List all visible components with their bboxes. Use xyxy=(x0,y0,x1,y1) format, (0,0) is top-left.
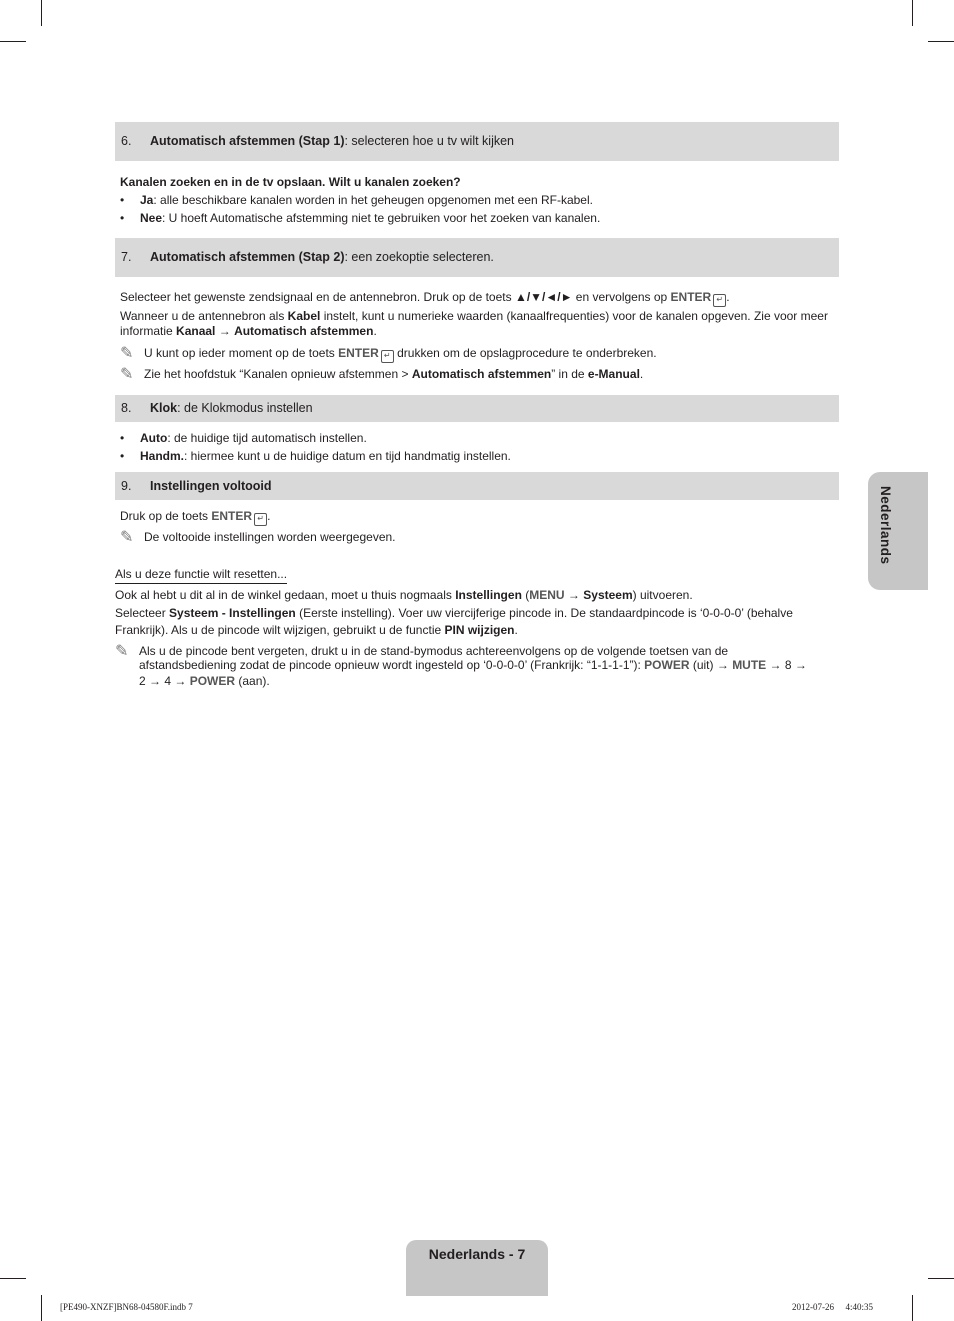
note: ✎ U kunt op ieder moment op de toets ENTER ↵ drukken om de opslagprocedure te onderbreken. xyxy=(120,345,657,362)
pencil-note-icon: ✎ xyxy=(120,345,134,362)
paragraph: Selecteer Systeem - Instellingen (Eerste instelling). Voer uw viercijferige pincode in. De standaardpincode is ‘0-0-0-0’ (behalve xyxy=(115,606,793,620)
pencil-note-icon: ✎ xyxy=(115,643,129,660)
note: ✎ Zie het hoofdstuk “Kanalen opnieuw afstemmen > Automatisch afstemmen” in de e-Manual. xyxy=(120,366,644,383)
list-item: • Auto: de huidige tijd automatisch instellen. xyxy=(120,431,367,445)
enter-key-icon: ↵ xyxy=(254,513,267,526)
note-continuation: afstandsbediening zodat de pincode opnieuw wordt ingesteld op ‘0-0-0-0’ (Frankrijk: “1-1-1-1”): POWER (uit) → MUTE → 8 → xyxy=(139,658,807,672)
note: ✎ Als u de pincode bent vergeten, drukt u in de stand-bymodus achtereenvolgens op de volgende toetsen van de xyxy=(115,643,729,660)
language-side-tab xyxy=(868,472,928,590)
paragraph: Selecteer het gewenste zendsignaal en de antennebron. Druk op de toets ▲/▼/◄/► en vervolgens op ENTER ↵ . xyxy=(120,290,730,307)
section-title: Automatisch afstemmen (Stap 2) xyxy=(150,250,345,264)
section-title: Klok xyxy=(150,401,178,415)
question-text: Kanalen zoeken en in de tv opslaan. Wilt u kanalen zoeken? xyxy=(120,175,461,189)
enter-key-icon: ↵ xyxy=(381,350,394,363)
paragraph: Frankrijk). Als u de pincode wilt wijzigen, gebruikt u de functie PIN wijzigen. xyxy=(115,623,518,637)
pencil-note-icon: ✎ xyxy=(120,529,134,546)
page-label: Nederlands - 7 xyxy=(428,1246,526,1262)
crop-mark xyxy=(41,0,42,26)
list-item: • Nee: U hoeft Automatische afstemming niet te gebruiken voor het zoeken van kanalen. xyxy=(120,211,601,225)
page-number-tab xyxy=(406,1240,548,1296)
crop-mark xyxy=(912,1295,913,1321)
paragraph: Ook al hebt u dit al in de winkel gedaan, moet u thuis nogmaals Instellingen (MENU → Systeem) uitvoeren. xyxy=(115,588,693,602)
section-number: 6. xyxy=(121,134,132,148)
section-subtitle: : de Klokmodus instellen xyxy=(177,401,313,415)
note-continuation: 2 → 4 → POWER (aan). xyxy=(139,674,270,688)
section-subtitle: : selecteren hoe u tv wilt kijken xyxy=(344,134,515,148)
paragraph: Wanneer u de antennebron als Kabel instelt, kunt u numerieke waarden (kanaalfrequenties) voor de kanalen opgeven. Zie voor meer xyxy=(120,309,828,323)
list-item: • Handm.: hiermee kunt u de huidige datum en tijd handmatig instellen. xyxy=(120,449,511,463)
note: ✎ De voltooide instellingen worden weergegeven. xyxy=(120,529,396,546)
section-title: Automatisch afstemmen (Stap 1) xyxy=(150,134,345,148)
section-number: 9. xyxy=(121,478,132,493)
section-number: 7. xyxy=(121,250,132,264)
pencil-note-icon: ✎ xyxy=(120,366,134,383)
enter-key-icon: ↵ xyxy=(713,294,726,307)
section-subtitle: : een zoekoptie selecteren. xyxy=(344,250,494,264)
section-header-9 xyxy=(115,472,839,500)
crop-mark xyxy=(0,41,26,42)
footer-file: [PE490-XNZF]BN68-04580F.indb 7 xyxy=(60,1302,193,1312)
section-header-7 xyxy=(115,238,839,277)
footer-date: 2012-07-26   4:40:35 xyxy=(792,1302,873,1312)
crop-mark xyxy=(41,1295,42,1321)
section-title: Instellingen voltooid xyxy=(150,478,272,493)
list-item: • Ja: alle beschikbare kanalen worden in het geheugen opgenomen met een RF-kabel. xyxy=(120,193,593,207)
crop-mark xyxy=(928,41,954,42)
section-number: 8. xyxy=(121,401,132,415)
crop-mark xyxy=(0,1278,26,1279)
paragraph: Druk op de toets ENTER ↵ . xyxy=(120,509,270,526)
crop-mark xyxy=(912,0,913,26)
crop-mark xyxy=(928,1278,954,1279)
side-tab-label: Nederlands xyxy=(878,486,893,565)
section-header-8 xyxy=(115,395,839,422)
section-header-6 xyxy=(115,122,839,161)
reset-heading: Als u deze functie wilt resetten... xyxy=(115,567,287,584)
paragraph: informatie Kanaal → Automatisch afstemmen. xyxy=(120,324,377,338)
